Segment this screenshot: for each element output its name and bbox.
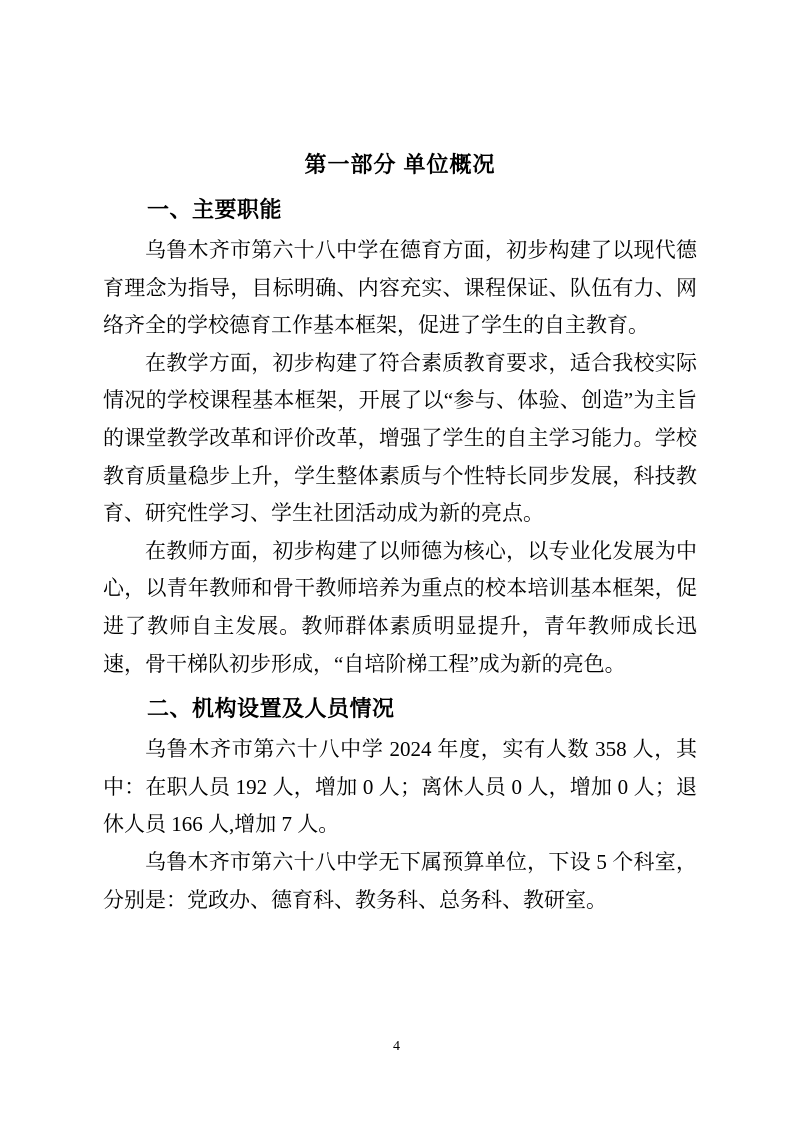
page-number: 4 (393, 1039, 400, 1054)
section-heading-main-functions: 一、主要职能 (147, 197, 283, 222)
paragraph-moral-education: 乌鲁木齐市第六十八中学在德育方面，初步构建了以现代德育理念为指导，目标明确、内容充实、课程保证、队伍有力、网络齐全的学校德育工作基本框架，促进了学生的自主教育。 (103, 238, 697, 338)
section-heading-organization-personnel: 二、机构设置及人员情况 (147, 696, 395, 722)
page-title: 第一部分 单位概况 (304, 152, 496, 177)
paragraph-teaching: 在教学方面，初步构建了符合素质教育要求，适合我校实际情况的学校课程基本框架，开展了以“参与、体验、创造”为主旨的课堂教学改革和评价改革，增强了学生的自主学习能力。学校教育质量稳步上升，学生整体素质与个性特长同步发展，科技教育、研究性学习、学生社团活动成为新的亮点。 (103, 350, 697, 526)
paragraph-departments: 乌鲁木齐市第六十八中学无下属预算单位，下设 5 个科室，分别是：党政办、德育科、教务科、总务科、教研室。 (103, 849, 697, 912)
paragraph-teachers: 在教师方面，初步构建了以师德为核心，以专业化发展为中心，以青年教师和骨干教师培养为重点的校本培训基本框架，促进了教师自主发展。教师群体素质明显提升，青年教师成长迅速，骨干梯队初步形成，“自培阶梯工程”成为新的亮色。 (103, 538, 697, 676)
page-footer (0, 1038, 793, 1056)
paragraph-personnel-counts: 乌鲁木齐市第六十八中学 2024 年度，实有人数 358 人，其中：在职人员 192 人，增加 0 人；离休人员 0 人，增加 0 人；退休人员 166 人,增加 7 人。 (103, 737, 697, 837)
